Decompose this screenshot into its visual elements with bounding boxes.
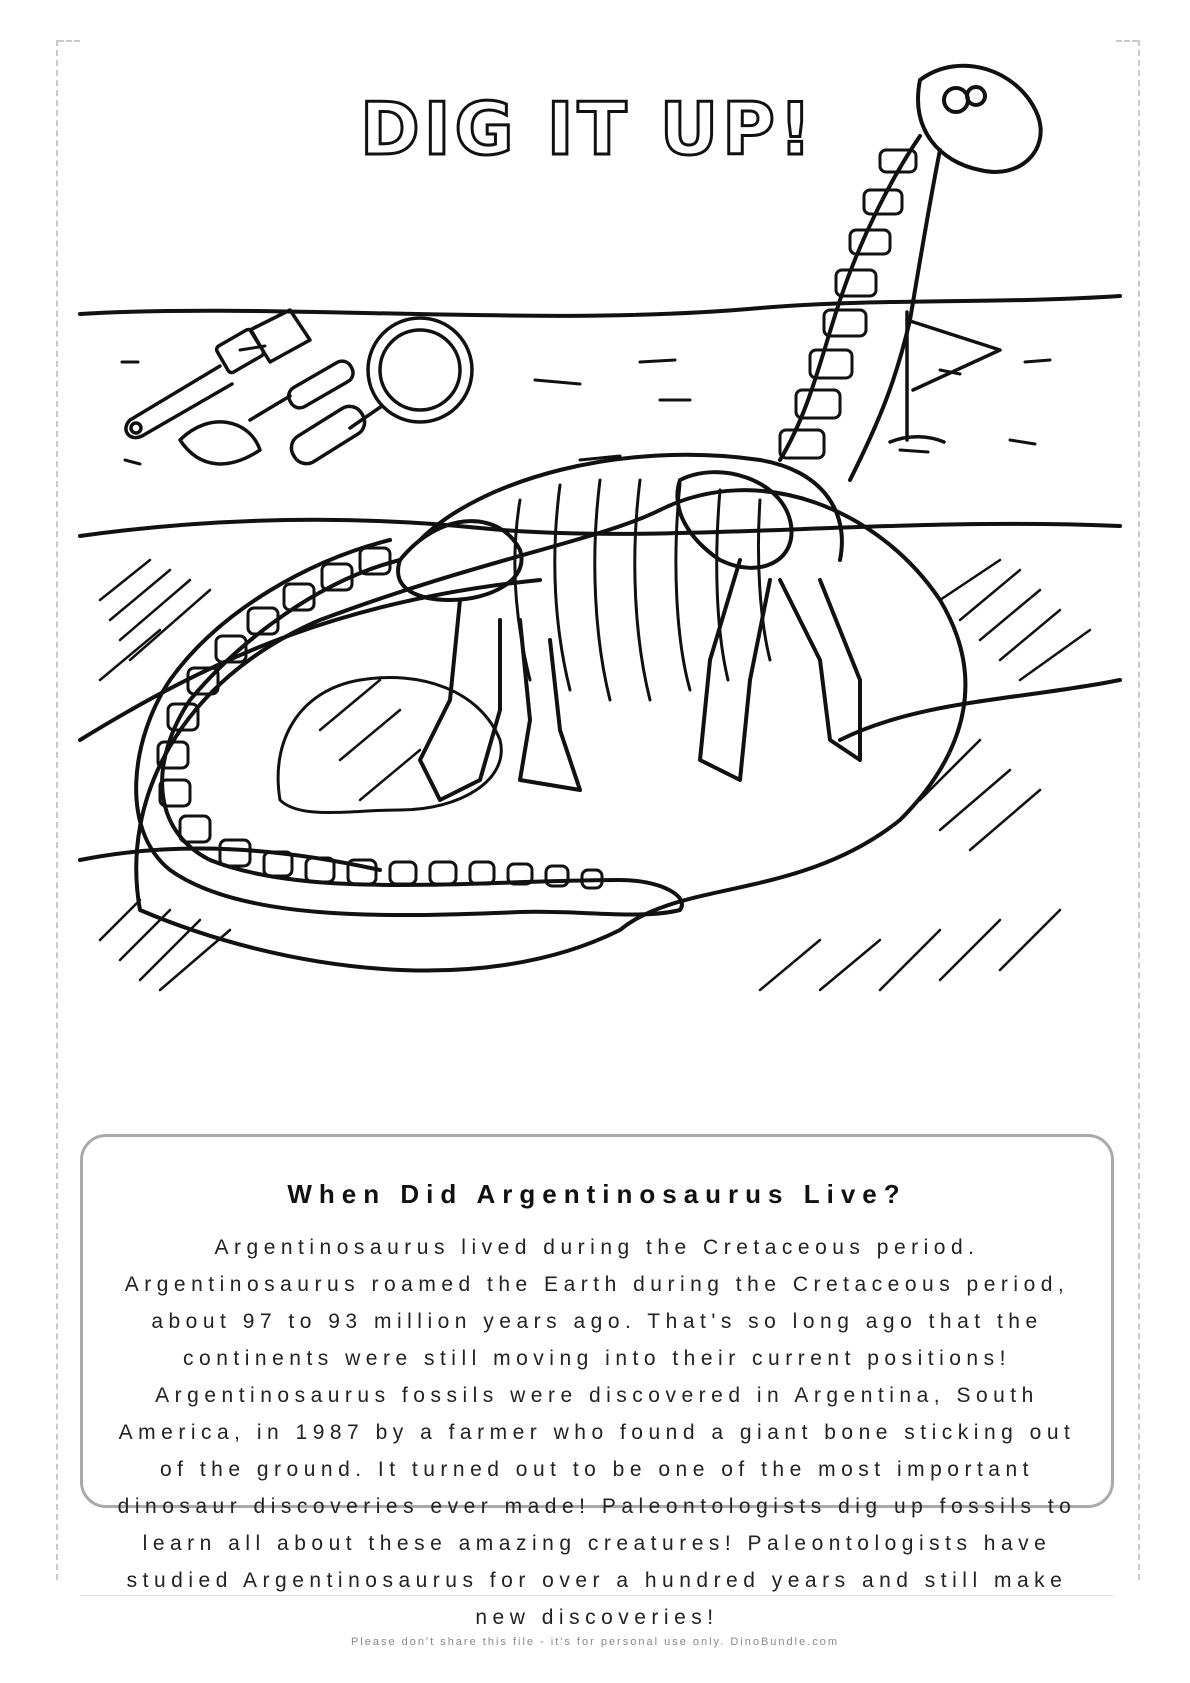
dig-pit <box>136 490 965 970</box>
info-body: Argentinosaurus lived during the Cretaceous period. Argentinosaurus roamed the Earth during the Cretaceous period, about 97 to 93 million years ago. That's so long ago that the continents were still moving into their current positions! Argentinosaurus fossils were discovered in Argentina, South America, in 1987 by a farmer who found a giant bone sticking out of the ground. It turned out to be one of the most important dinosaur discoveries ever made! Paleontologists dig up fossils to learn all about these amazing creatures! Paleontologists have studied Argentinosaurus for over a hundred years and still make new discoveries! <box>117 1236 1077 1629</box>
paint-brush-icon <box>126 310 310 438</box>
flag-icon <box>890 312 1000 442</box>
info-box <box>80 1134 1114 1629</box>
coloring-illustration <box>60 40 1130 1050</box>
dinosaur-skeleton <box>136 66 1041 915</box>
page-title: DIG IT UP! <box>360 87 816 171</box>
info-heading: When Did Argentinosaurus Live? <box>287 1179 907 1209</box>
footer-note: Please don't share this file - it's for personal use only. DinoBundle.com <box>350 1636 840 1648</box>
magnifying-glass-icon <box>286 318 472 469</box>
surface-dashes <box>122 346 1050 464</box>
footer-divider <box>80 1595 1114 1596</box>
